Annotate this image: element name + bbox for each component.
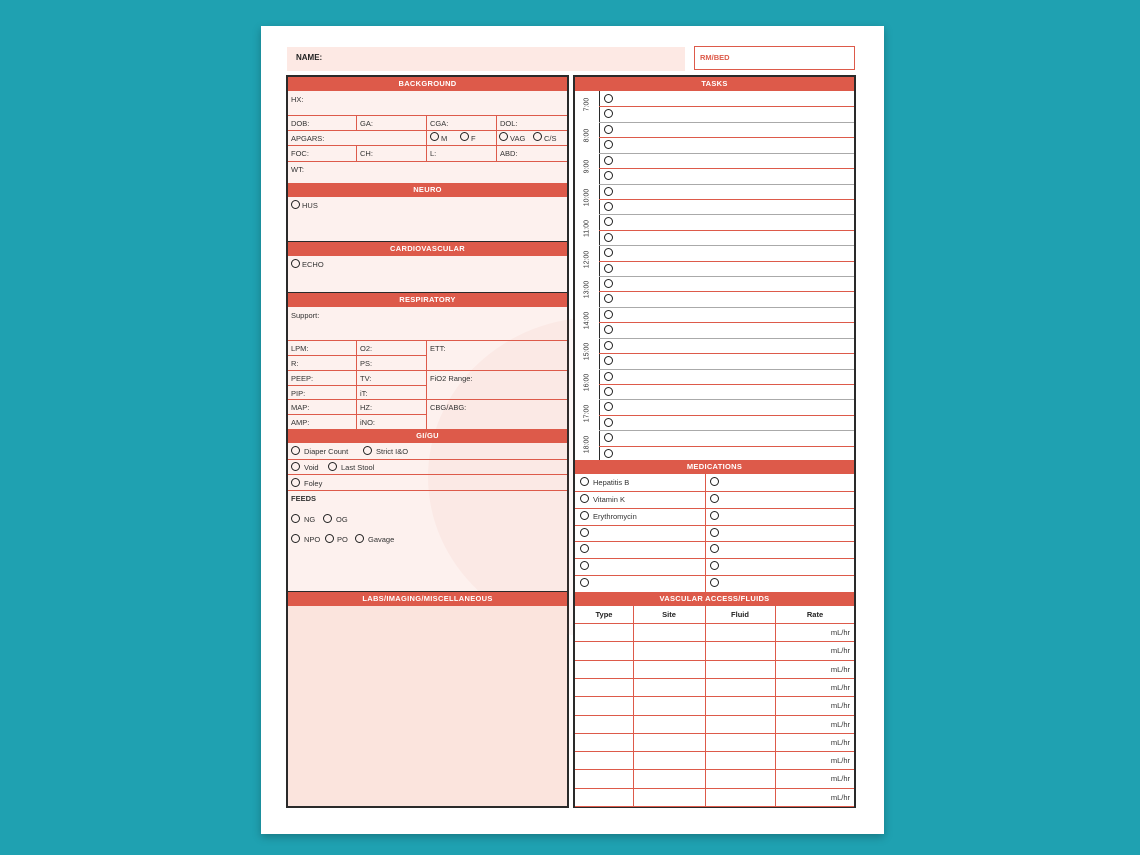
task-row-line [599, 415, 854, 416]
ch-label: CH: [360, 149, 373, 158]
diaper-count-label: Diaper Count [304, 447, 349, 456]
med-row-line [575, 525, 854, 526]
task-row-line [599, 384, 854, 385]
support-label: Support: [291, 311, 320, 320]
diaper-count-checkbox[interactable] [291, 446, 300, 455]
task-row-line [599, 399, 854, 400]
sex-m-radio[interactable] [430, 132, 439, 141]
task-checkbox[interactable] [604, 279, 613, 288]
hus-label: HUS [302, 201, 318, 210]
med-row-line [575, 558, 854, 559]
task-checkbox[interactable] [604, 156, 613, 165]
r-label: R: [291, 359, 299, 368]
og-checkbox[interactable] [323, 514, 332, 523]
task-time-label: 15:00 [583, 342, 591, 361]
foc-label: FOC: [291, 149, 309, 158]
meds-header: MEDICATIONS [575, 460, 854, 474]
med-row-line [575, 508, 854, 509]
o2-label: O2: [360, 344, 373, 353]
task-checkbox[interactable] [604, 418, 613, 427]
neuro-header: NEURO [288, 183, 567, 197]
task-checkbox[interactable] [604, 187, 613, 196]
med-row-line [575, 575, 854, 576]
vag-label: VAG [510, 134, 526, 143]
med-checkbox-right[interactable] [710, 544, 719, 553]
task-row-line [599, 106, 854, 107]
ng-label: NG [304, 515, 316, 524]
task-row-line [599, 184, 854, 185]
rate-unit: mL/hr [830, 737, 850, 747]
ino-label: iNO: [360, 418, 375, 427]
foley-label: Foley [304, 479, 323, 488]
col-rate: Rate [806, 610, 824, 619]
npo-label: NPO [304, 535, 321, 544]
rm-bed-label: RM/BED [700, 53, 730, 62]
task-row-line [599, 338, 854, 339]
med-checkbox[interactable] [580, 561, 589, 570]
vascular-table [575, 606, 854, 806]
task-checkbox[interactable] [604, 94, 613, 103]
task-checkbox[interactable] [604, 109, 613, 118]
task-time-label: 8:00 [583, 128, 591, 143]
cs-radio[interactable] [533, 132, 542, 141]
task-checkbox[interactable] [604, 433, 613, 442]
cbg-abg-label: CBG/ABG: [430, 403, 467, 412]
cs-label: C/S [544, 134, 557, 143]
echo-checkbox[interactable] [291, 259, 300, 268]
task-row-line [599, 153, 854, 154]
task-checkbox[interactable] [604, 387, 613, 396]
vascular-row-line [575, 715, 854, 716]
rm-bed-field[interactable] [694, 46, 855, 70]
med-checkbox[interactable] [580, 578, 589, 587]
tasks-header: TASKS [575, 77, 854, 91]
po-label: PO [337, 535, 348, 544]
ga-label: GA: [360, 119, 373, 128]
rate-unit: mL/hr [830, 664, 850, 674]
labs-header: LABS/IMAGING/MISCELLANEOUS [288, 592, 567, 606]
task-time-label: 18:00 [583, 435, 591, 453]
vascular-row-line [575, 733, 854, 734]
peep-label: PEEP: [291, 374, 314, 383]
vascular-row-line [575, 806, 854, 807]
task-checkbox[interactable] [604, 233, 613, 242]
og-label: OG [336, 515, 348, 524]
task-checkbox[interactable] [604, 325, 613, 334]
vascular-row-line [575, 696, 854, 697]
rate-unit: mL/hr [830, 792, 850, 802]
foley-checkbox[interactable] [291, 478, 300, 487]
gavage-label: Gavage [368, 535, 395, 544]
patient-report-sheet [261, 26, 884, 834]
vascular-row-line [575, 751, 854, 752]
med-row-line [575, 541, 854, 542]
rate-unit: mL/hr [830, 756, 850, 766]
task-checkbox[interactable] [604, 248, 613, 257]
med-checkbox[interactable] [580, 511, 589, 520]
med-checkbox-right[interactable] [710, 494, 719, 503]
task-checkbox[interactable] [604, 310, 613, 319]
task-row-line [599, 199, 854, 200]
last-stool-label: Last Stool [341, 463, 375, 472]
map-label: MAP: [291, 403, 310, 412]
task-row-line [599, 276, 854, 277]
right-column [573, 75, 856, 808]
name-field[interactable] [287, 47, 685, 71]
tasks-grid [575, 91, 854, 461]
gigu-header: GI/GU [288, 429, 567, 443]
task-checkbox[interactable] [604, 202, 613, 211]
task-row-line [599, 291, 854, 292]
task-checkbox[interactable] [604, 356, 613, 365]
task-time-label: 11:00 [583, 219, 591, 237]
wt-label: WT: [291, 165, 304, 174]
task-row-line [599, 214, 854, 215]
task-row-line [599, 369, 854, 370]
task-checkbox[interactable] [604, 171, 613, 180]
dol-label: DOL: [500, 119, 518, 128]
task-time-label: 12:00 [583, 250, 591, 268]
task-time-label: 7:00 [583, 98, 591, 112]
vascular-row-line [575, 641, 854, 642]
task-row-line [599, 307, 854, 308]
npo-checkbox[interactable] [291, 534, 300, 543]
task-time-label: 9:00 [583, 159, 591, 174]
vag-radio[interactable] [499, 132, 508, 141]
sex-m-label: M [441, 134, 448, 143]
resp-header: RESPIRATORY [288, 293, 567, 307]
sex-f-radio[interactable] [460, 132, 469, 141]
rate-unit: mL/hr [830, 774, 850, 784]
ng-checkbox[interactable] [291, 514, 300, 523]
rate-unit: mL/hr [830, 682, 850, 692]
task-row-line [599, 245, 854, 246]
cardio-header: CARDIOVASCULAR [288, 242, 567, 256]
dob-label: DOB: [291, 119, 310, 128]
task-row-line [599, 322, 854, 323]
col-type: Type [595, 610, 613, 619]
task-checkbox[interactable] [604, 264, 613, 273]
void-checkbox[interactable] [291, 462, 300, 471]
lpm-label: LPM: [291, 344, 309, 353]
task-time-label: 17:00 [583, 404, 591, 423]
task-checkbox[interactable] [604, 372, 613, 381]
gavage-checkbox[interactable] [355, 534, 364, 543]
task-row-line [599, 446, 854, 447]
abd-label: ABD: [500, 149, 518, 158]
vascular-header: VASCULAR ACCESS/FLUIDS [575, 592, 854, 606]
med-checkbox[interactable] [580, 528, 589, 537]
task-row-line [599, 122, 854, 123]
task-time-label: 10:00 [583, 188, 591, 207]
strict-io-checkbox[interactable] [363, 446, 372, 455]
task-row-line [599, 168, 854, 169]
ps-label: PS: [360, 359, 373, 368]
vascular-row-line [575, 769, 854, 770]
tv-label: TV: [360, 374, 372, 383]
apgars-label: APGARS: [291, 134, 325, 143]
feeds-label: FEEDS [291, 494, 317, 503]
vascular-row-line [575, 788, 854, 789]
hz-label: HZ: [360, 403, 373, 412]
task-row-line [599, 261, 854, 262]
hx-label: HX: [291, 95, 304, 104]
left-column [286, 75, 569, 808]
col-site: Site [662, 610, 676, 619]
task-checkbox[interactable] [604, 140, 613, 149]
sex-f-label: F [471, 134, 476, 143]
it-label: iT: [360, 389, 368, 398]
labs-area[interactable] [288, 606, 567, 806]
task-checkbox[interactable] [604, 449, 613, 458]
med-row-line [575, 491, 854, 492]
task-time-label: 16:00 [583, 373, 591, 392]
med-checkbox[interactable] [580, 494, 589, 503]
rate-unit: mL/hr [830, 646, 850, 656]
med-checkbox-right[interactable] [710, 578, 719, 587]
vascular-row-line [575, 678, 854, 679]
task-checkbox[interactable] [604, 217, 613, 226]
background-header: BACKGROUND [288, 77, 567, 91]
cga-label: CGA: [430, 119, 449, 128]
task-row-line [599, 353, 854, 354]
last-stool-checkbox[interactable] [328, 462, 337, 471]
med-checkbox-right[interactable] [710, 477, 719, 486]
hus-checkbox[interactable] [291, 200, 300, 209]
l-label: L: [430, 149, 437, 158]
med-name: Erythromycin [593, 511, 637, 521]
rate-unit: mL/hr [830, 701, 850, 711]
col-fluid: Fluid [731, 610, 749, 619]
echo-label: ECHO [302, 260, 324, 269]
task-checkbox[interactable] [604, 125, 613, 134]
po-checkbox[interactable] [325, 534, 334, 543]
task-time-label: 13:00 [583, 281, 591, 299]
task-row-line [599, 430, 854, 431]
strict-io-label: Strict I&O [376, 447, 409, 456]
name-label: NAME: [296, 53, 323, 62]
vascular-row-line [575, 660, 854, 661]
med-checkbox[interactable] [580, 544, 589, 553]
med-checkbox-right[interactable] [710, 528, 719, 537]
ett-label: ETT: [430, 344, 446, 353]
med-checkbox[interactable] [580, 477, 589, 486]
task-checkbox[interactable] [604, 294, 613, 303]
task-checkbox[interactable] [604, 341, 613, 350]
pip-label: PIP: [291, 389, 306, 398]
task-time-label: 14:00 [583, 311, 591, 330]
rate-unit: mL/hr [830, 719, 850, 729]
vascular-header-line [575, 623, 854, 624]
med-name: Hepatitis B [593, 478, 630, 487]
task-checkbox[interactable] [604, 402, 613, 411]
void-label: Void [304, 463, 319, 472]
med-name: Vitamin K [593, 494, 625, 504]
meds-list [575, 474, 854, 592]
fio2-label: FiO2 Range: [430, 374, 473, 383]
task-row-line [599, 137, 854, 138]
med-checkbox-right[interactable] [710, 511, 719, 520]
rate-unit: mL/hr [830, 628, 850, 637]
amp-label: AMP: [291, 418, 310, 427]
med-checkbox-right[interactable] [710, 561, 719, 570]
task-row-line [599, 230, 854, 231]
